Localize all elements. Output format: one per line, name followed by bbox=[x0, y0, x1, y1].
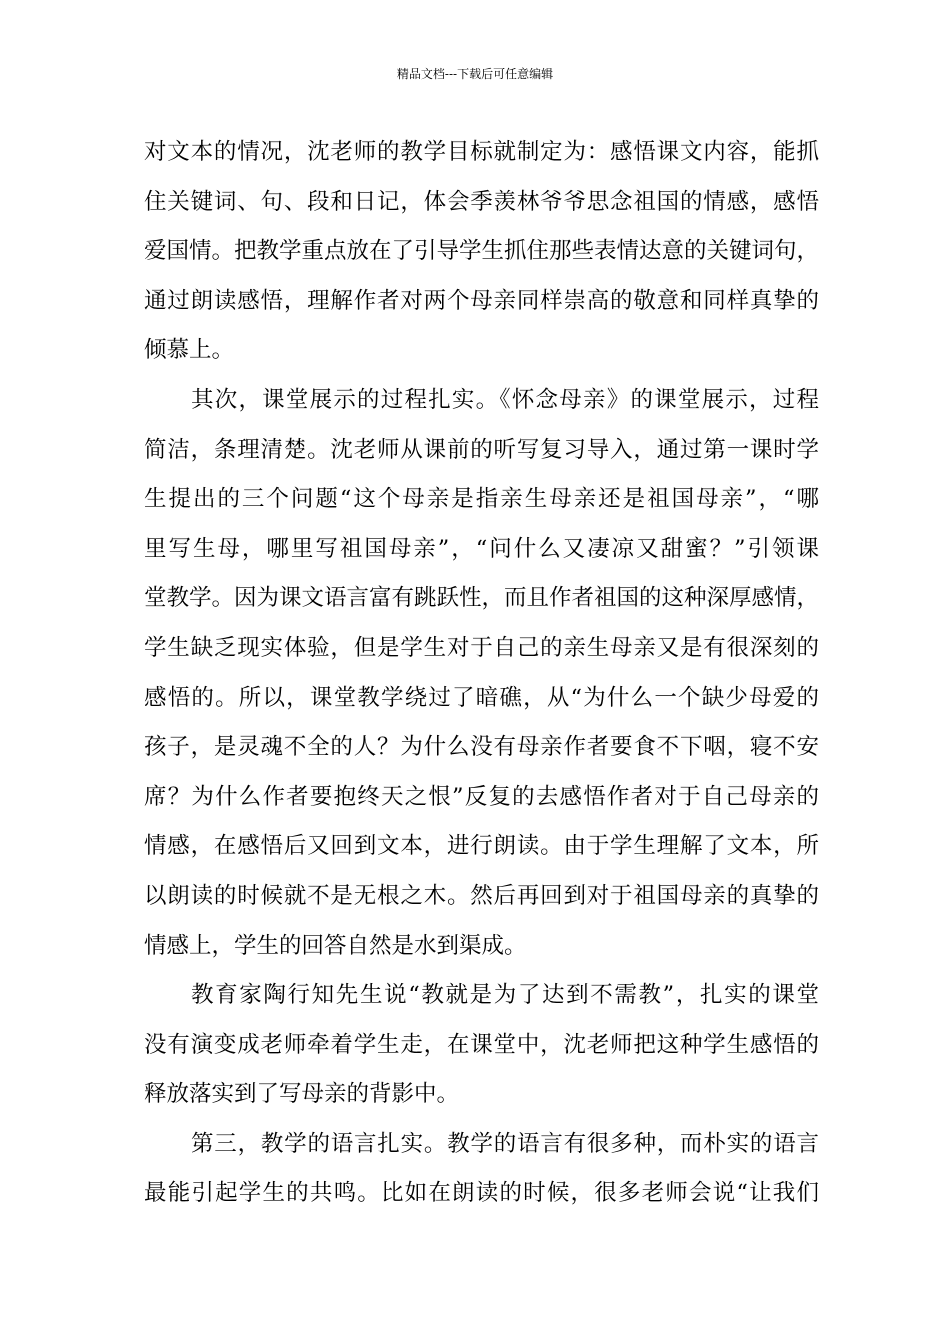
text-line: 释放落实到了写母亲的背影中。 bbox=[144, 1081, 460, 1108]
text-line: 最能引起学生的共鸣。比如在朗读的时候，很多老师会说“让我们 bbox=[144, 1180, 819, 1207]
text-line: 孩子，是灵魂不全的人？为什么没有母亲作者要食不下咽，寝不安 bbox=[144, 734, 819, 761]
text-line: 第三，教学的语言扎实。教学的语言有很多种，而朴实的语言 bbox=[191, 1130, 819, 1157]
text-line: 席？为什么作者要抱终天之恨”反复的去感悟作者对于自己母亲的 bbox=[144, 783, 819, 810]
text-line: 简洁，条理清楚。沈老师从课前的听写复习导入，通过第一课时学 bbox=[144, 436, 819, 463]
text-line: 通过朗读感悟，理解作者对两个母亲同样崇高的敬意和同样真挚的 bbox=[144, 287, 819, 314]
text-line: 倾慕上。 bbox=[144, 337, 235, 364]
document-body bbox=[144, 128, 819, 1219]
text-line: 里写生母，哪里写祖国母亲”，“问什么又凄凉又甜蜜？”引领课 bbox=[144, 535, 819, 562]
text-line: 堂教学。因为课文语言富有跳跃性，而且作者祖国的这种深厚感情， bbox=[144, 585, 820, 612]
page-header: 精品文档---下载后可任意编辑 bbox=[396, 67, 554, 81]
text-line: 情感上，学生的回答自然是水到渠成。 bbox=[144, 932, 527, 959]
text-line: 以朗读的时候就不是无根之木。然后再回到对于祖国母亲的真挚的 bbox=[144, 882, 819, 909]
text-line: 生提出的三个问题“这个母亲是指亲生母亲还是祖国母亲”，“哪 bbox=[144, 486, 819, 513]
text-line: 学生缺乏现实体验，但是学生对于自己的亲生母亲又是有很深刻的 bbox=[144, 634, 819, 661]
text-line: 其次，课堂展示的过程扎实。《怀念母亲》的课堂展示，过程 bbox=[191, 386, 819, 413]
text-line: 住关键词、句、段和日记，体会季羡林爷爷思念祖国的情感，感悟 bbox=[144, 188, 819, 215]
text-line: 没有演变成老师牵着学生走，在课堂中，沈老师把这种学生感悟的 bbox=[144, 1031, 819, 1058]
text-line: 感悟的。所以，课堂教学绕过了暗礁，从“为什么一个缺少母爱的 bbox=[144, 684, 819, 711]
text-line: 对文本的情况，沈老师的教学目标就制定为：感悟课文内容，能抓 bbox=[144, 139, 819, 165]
text-line: 教育家陶行知先生说“教就是为了达到不需教”，扎实的课堂 bbox=[191, 982, 819, 1009]
text-line: 爱国情。把教学重点放在了引导学生抓住那些表情达意的关键词句， bbox=[144, 238, 820, 265]
text-line: 情感，在感悟后又回到文本，进行朗读。由于学生理解了文本，所 bbox=[144, 833, 819, 860]
